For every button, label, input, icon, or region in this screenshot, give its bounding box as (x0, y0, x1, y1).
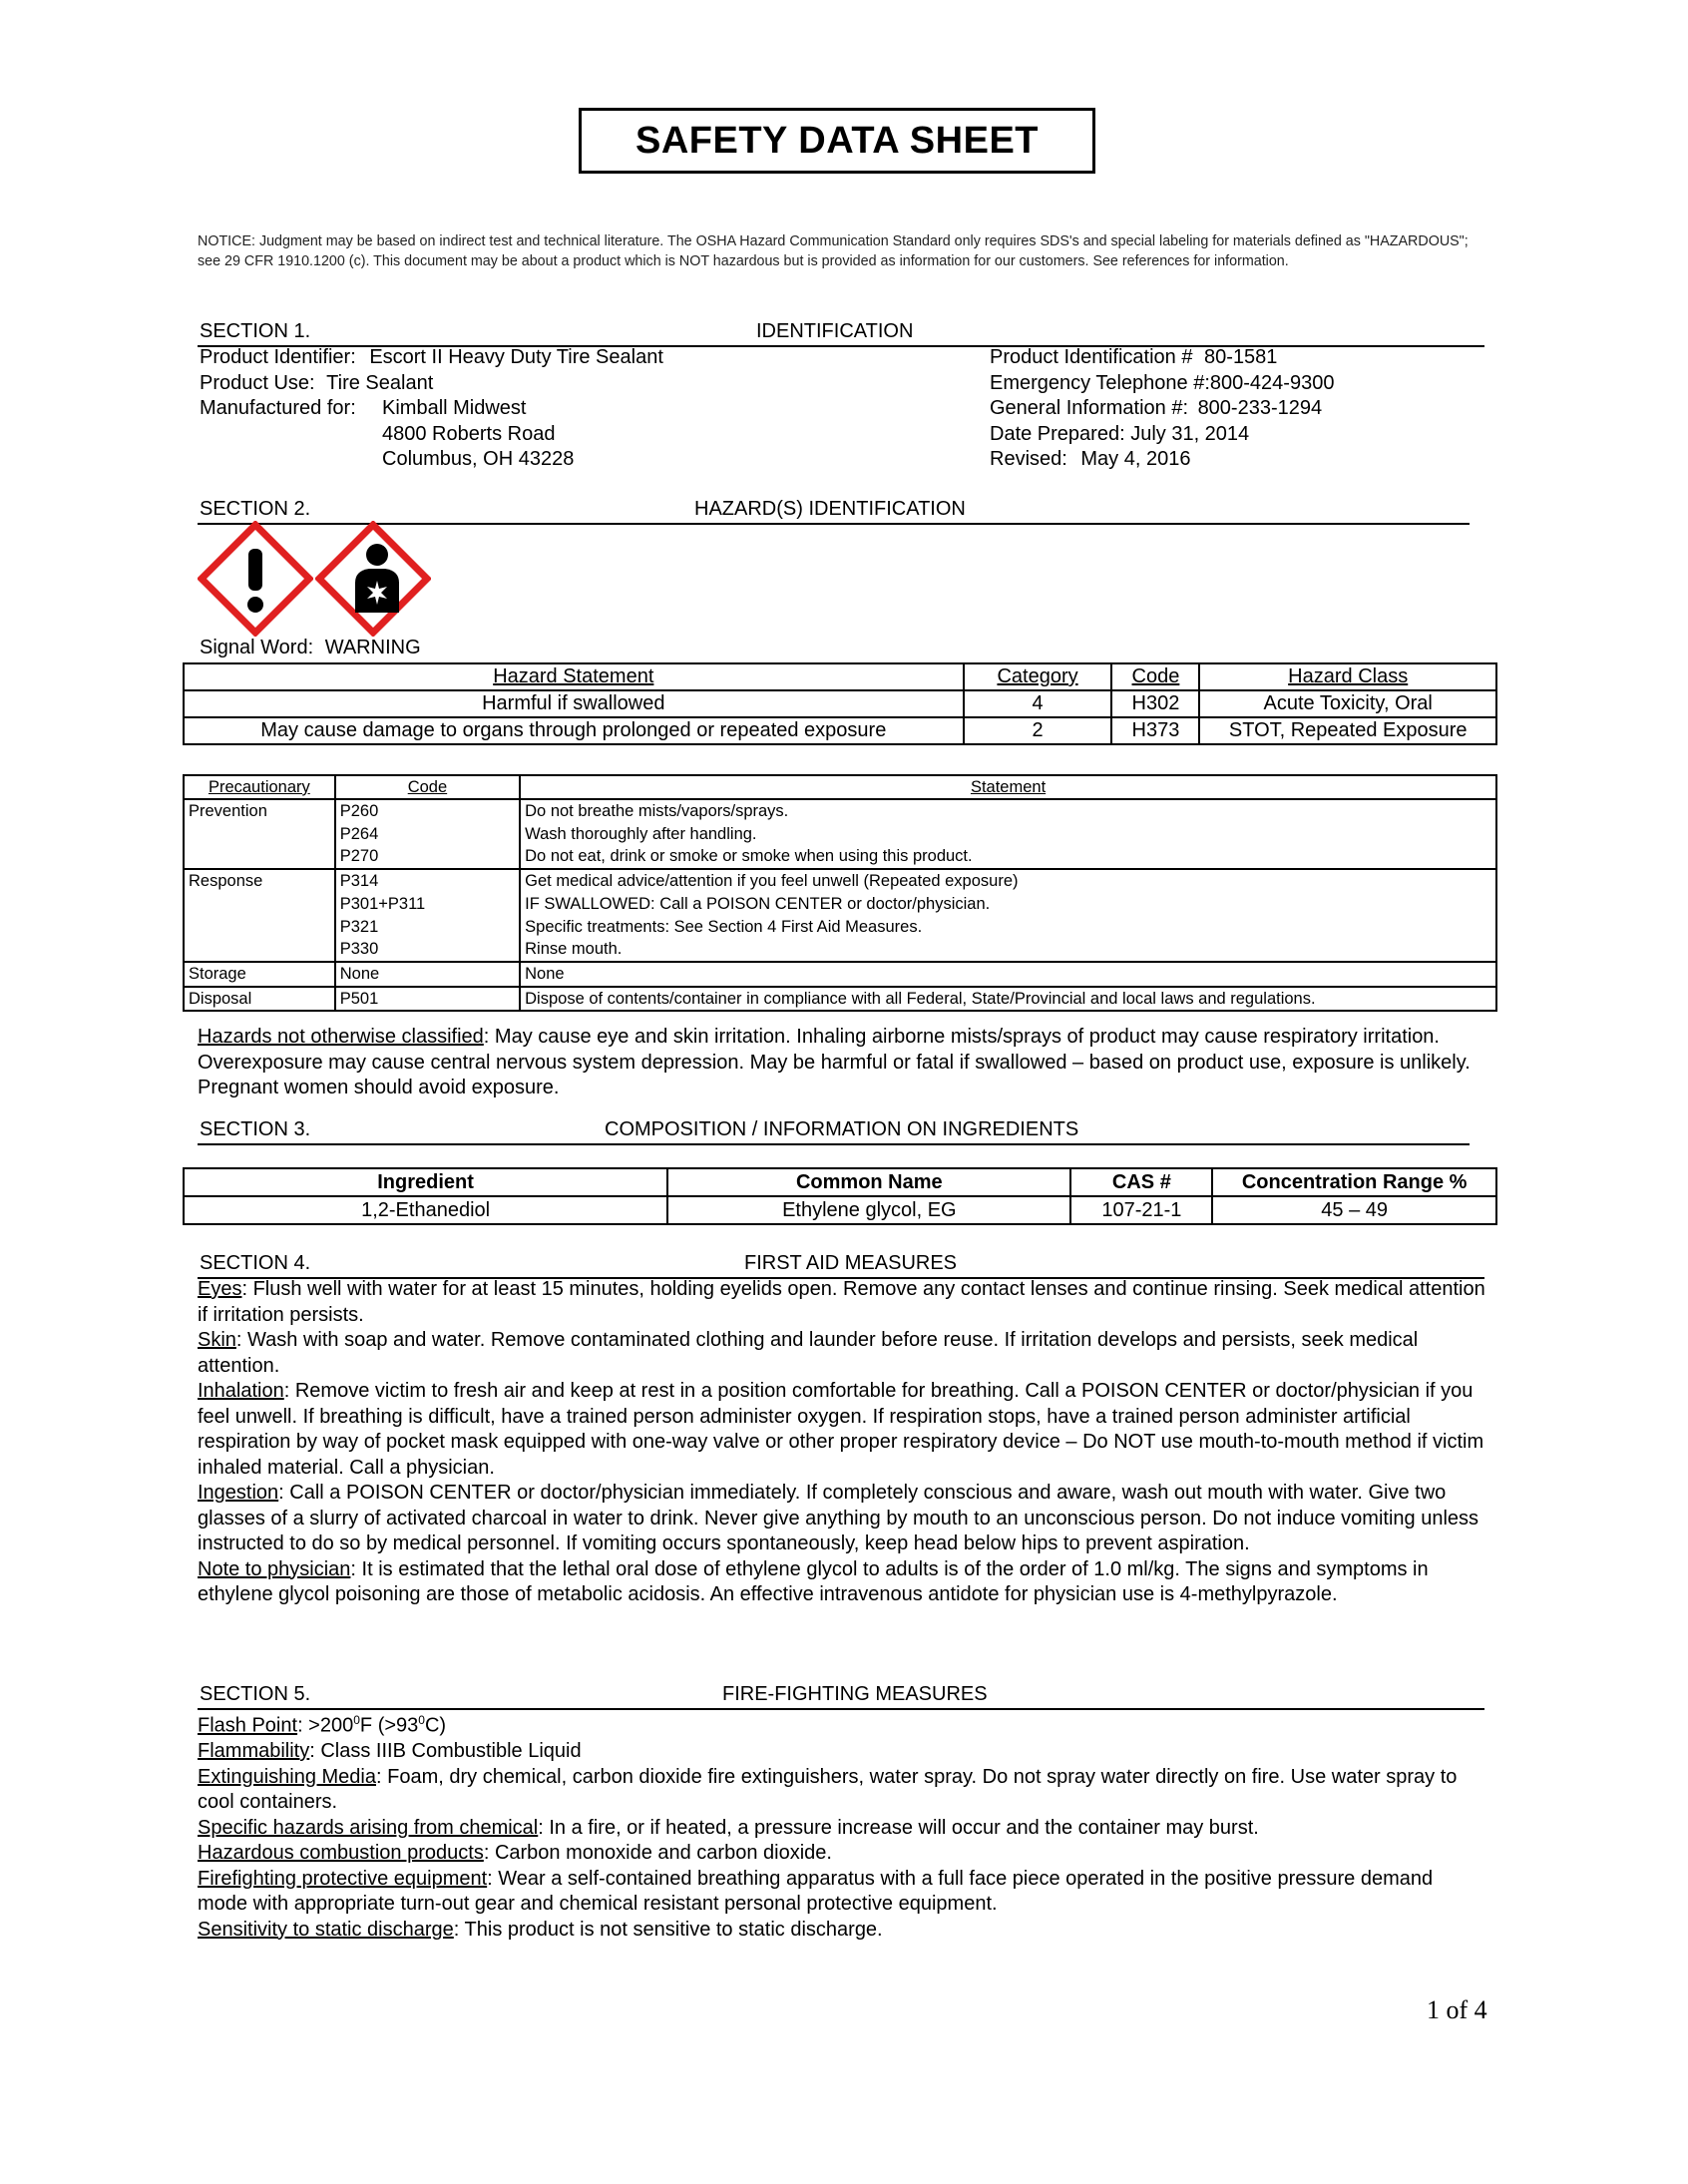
product-use-label: Product Use: (200, 371, 315, 394)
statement: None (525, 964, 565, 983)
product-id-label: Product Identification # (990, 346, 1193, 368)
item-label: Extinguishing Media (198, 1765, 376, 1788)
code: P301+P311 (339, 894, 426, 913)
item-label: Flash Point (198, 1714, 298, 1737)
item-text: : Remove victim to fresh air and keep at rest in a position comfortable for breathing. Call a POISON CENTER or doctor/physician if you feel unwell. If breathing is difficult, have a trained person administer oxygen. If respiration stops, have a trained person administer artificial respiration by way of pocket mask equipped with one-way valve or other proper respiratory device – Do NOT use mouth-to-mouth method if victim inhaled material. Call a physician. (198, 1380, 1484, 1479)
section3-number: SECTION 3. (200, 1118, 311, 1140)
table-row (184, 690, 1496, 717)
hazard-class: Acute Toxicity, Oral (1199, 690, 1496, 717)
hazard-statement: May cause damage to organs through prolonged or repeated exposure (184, 717, 964, 744)
header-concentration: Concentration Range % (1212, 1168, 1496, 1196)
company-name: Kimball Midwest (382, 397, 527, 419)
statement: Specific treatments: See Section 4 First Aid Measures. (525, 917, 923, 936)
hnoc-text: : May cause eye and skin irritation. Inhaling airborne mists/sprays of product may cause respiratory irritation. Overexposure may cause central nervous system depression. May be harmful or fatal if swallowed – based on product use, exposure is unlikely. Pregnant women should avoid exposure. (198, 1026, 1471, 1098)
statement: Wash thoroughly after handling. (525, 824, 757, 843)
static-discharge (198, 1918, 1486, 1944)
section5-number: SECTION 5. (200, 1683, 311, 1705)
code: P321 (339, 917, 379, 936)
header-category: Category (964, 663, 1112, 690)
item-label: Sensitivity to static discharge (198, 1918, 454, 1941)
fire-fighting-body (198, 1708, 1486, 1943)
revised-date: May 4, 2016 (1080, 448, 1191, 470)
product-use: Tire Sealant (326, 371, 434, 394)
signal-word-label: Signal Word: (200, 637, 314, 658)
specific-hazards (198, 1816, 1486, 1842)
item-label: Skin (198, 1329, 236, 1351)
section5-title: FIRE-FIGHTING MEASURES (722, 1683, 988, 1705)
revised-label: Revised: (990, 448, 1067, 470)
item-text: : It is estimated that the lethal oral dose of ethylene glycol to adults is of the order of 1.0 ml/kg. The signs and symptoms in ethylene glycol poisoning are those of metabolic acidosis. An effective intravenous antidote for physician use is 4-methylpyrazole. (198, 1557, 1429, 1605)
concentration: 45 – 49 (1212, 1196, 1496, 1224)
hazard-class: STOT, Repeated Exposure (1199, 717, 1496, 744)
code: P270 (339, 847, 379, 866)
product-id: 80-1581 (1204, 346, 1278, 368)
degree-mark: 0 (353, 1713, 360, 1727)
group-statements (520, 799, 1496, 869)
item-label: Eyes (198, 1278, 242, 1300)
header-hazard-statement: Hazard Statement (184, 663, 964, 690)
group-codes (335, 799, 520, 869)
flash-value: C) (424, 1714, 447, 1737)
first-aid-note (198, 1557, 1486, 1608)
flash-value: F (>93 (359, 1714, 419, 1737)
section1-right (990, 345, 1334, 473)
flash-point (198, 1708, 1486, 1739)
extinguishing-media (198, 1765, 1486, 1816)
signal-word-row (200, 636, 421, 661)
item-text: : Wash with soap and water. Remove contaminated clothing and launder before reuse. If irritation develops and persists, seek medical attention. (198, 1329, 1419, 1377)
item-text: : Carbon monoxide and carbon dioxide. (483, 1842, 832, 1865)
item-text: : Flush well with water for at least 15 minutes, holding eyelids open. Remove any contact lenses and continue rinsing. Seek medical attention if irritation persists. (198, 1278, 1485, 1326)
section4-title: FIRST AID MEASURES (744, 1252, 958, 1274)
section1-header (198, 317, 1484, 347)
group-statements (520, 869, 1496, 962)
manufactured-for-label: Manufactured for: (200, 397, 356, 419)
group-name: Prevention (184, 799, 335, 869)
statement: IF SWALLOWED: Call a POISON CENTER or doctor/physician. (525, 894, 991, 913)
signal-word: WARNING (324, 637, 421, 658)
common-name: Ethylene glycol, EG (667, 1196, 1070, 1224)
section3-header (198, 1115, 1470, 1145)
health-hazard-icon (315, 521, 431, 637)
address-line2: Columbus, OH 43228 (382, 448, 575, 470)
item-label: Hazardous combustion products (198, 1842, 484, 1865)
hazard-category: 2 (964, 717, 1112, 744)
header-code: Code (1111, 663, 1199, 690)
group-statements (520, 962, 1496, 987)
item-label: Firefighting protective equipment (198, 1867, 488, 1890)
table-row (184, 869, 1496, 962)
code: P314 (339, 872, 379, 891)
exclamation-mark-icon (198, 521, 313, 637)
item-text: : This product is not sensitive to static discharge. (453, 1918, 883, 1941)
hazard-table-header (184, 663, 1496, 690)
degree-mark: 0 (418, 1713, 425, 1727)
cas-number: 107-21-1 (1070, 1196, 1212, 1224)
code: None (339, 964, 380, 983)
section5-header (198, 1680, 1484, 1710)
code: P330 (339, 940, 379, 959)
item-text: : In a fire, or if heated, a pressure increase will occur and the container may burst. (538, 1816, 1259, 1839)
hazard-code: H302 (1111, 690, 1199, 717)
section2-number: SECTION 2. (200, 498, 311, 520)
statement: Get medical advice/attention if you feel unwell (Repeated exposure) (525, 872, 1019, 891)
general-info-label: General Information #: (990, 397, 1188, 419)
product-identifier-label: Product Identifier: (200, 346, 356, 368)
table-row (184, 1196, 1496, 1224)
notice-text: NOTICE: Judgment may be based on indirect test and technical literature. The OSHA Hazard Communication Standard only requires SDS's and special labeling for materials defined as "HAZARDOUS"; see 29 CFR 1910.1200 (c). This document may be about a product which is NOT hazardous but is provided as information for our customers. See references for information. (198, 233, 1469, 269)
section2-title: HAZARD(S) IDENTIFICATION (694, 498, 966, 520)
section1-number: SECTION 1. (200, 320, 311, 342)
first-aid-inhalation (198, 1379, 1486, 1481)
page-number: 1 of 4 (1427, 1995, 1487, 2024)
flammability (198, 1739, 1486, 1765)
section3-title: COMPOSITION / INFORMATION ON INGREDIENTS (605, 1118, 1079, 1140)
header-precautionary: Precautionary (184, 775, 335, 799)
combustion-products (198, 1841, 1486, 1867)
section1-title: IDENTIFICATION (756, 320, 914, 342)
header-code: Code (335, 775, 520, 799)
table-row (184, 799, 1496, 869)
section4-number: SECTION 4. (200, 1252, 311, 1274)
section1-left (200, 345, 663, 473)
statement: Dispose of contents/container in compliance with all Federal, State/Provincial and local laws and regulations. (525, 989, 1316, 1008)
hazard-category: 4 (964, 690, 1112, 717)
item-label: Inhalation (198, 1380, 284, 1402)
item-text: : Call a POISON CENTER or doctor/physician immediately. If completely conscious and aware, wash out mouth with water. Give two glasses of a slurry of activated charcoal in water to drink. Never give anything by mouth to an unconscious person. Do not induce vomiting unless instructed to do so by medical personnel. If vomiting occurs spontaneously, keep head below hips to prevent aspiration. (198, 1482, 1479, 1554)
group-statements (520, 987, 1496, 1012)
first-aid-body (198, 1277, 1486, 1608)
first-aid-eyes (198, 1277, 1486, 1328)
table-row (184, 717, 1496, 744)
hazard-code: H373 (1111, 717, 1199, 744)
hnoc-label: Hazards not otherwise classified (198, 1026, 484, 1048)
statement: Do not breathe mists/vapors/sprays. (525, 802, 789, 820)
header-common-name: Common Name (667, 1168, 1070, 1196)
statement: Rinse mouth. (525, 940, 623, 959)
group-codes (335, 987, 520, 1012)
group-codes (335, 962, 520, 987)
precautionary-table (183, 774, 1497, 1012)
item-label: Flammability (198, 1740, 310, 1763)
general-info-phone: 800-233-1294 (1197, 397, 1323, 419)
group-name: Storage (184, 962, 335, 987)
composition-table (183, 1167, 1497, 1225)
table-row (184, 962, 1496, 987)
composition-table-header (184, 1168, 1496, 1196)
ingredient: 1,2-Ethanediol (184, 1196, 667, 1224)
table-row (184, 987, 1496, 1012)
group-name: Response (184, 869, 335, 962)
first-aid-ingestion (198, 1481, 1486, 1557)
first-aid-skin (198, 1328, 1486, 1379)
item-label: Specific hazards arising from chemical (198, 1816, 539, 1839)
hazard-statement: Harmful if swallowed (184, 690, 964, 717)
code: P501 (339, 989, 379, 1008)
item-label: Ingestion (198, 1482, 279, 1504)
header-ingredient: Ingredient (184, 1168, 667, 1196)
emergency-label: Emergency Telephone #: (990, 371, 1210, 394)
statement: Do not eat, drink or smoke or smoke when using this product. (525, 847, 973, 866)
address-line1: 4800 Roberts Road (382, 422, 556, 445)
item-text: : Class IIIB Combustible Liquid (309, 1740, 582, 1763)
header-statement: Statement (520, 775, 1496, 799)
code: P260 (339, 802, 379, 820)
emergency-phone: 800-424-9300 (1209, 371, 1335, 394)
item-label: Note to physician (198, 1557, 351, 1580)
section4-header (198, 1249, 1484, 1279)
hazard-table (183, 662, 1497, 745)
item-text: : Foam, dry chemical, carbon dioxide fire extinguishers, water spray. Do not spray water directly on fire. Use water spray to cool containers. (198, 1765, 1458, 1814)
header-cas: CAS # (1070, 1168, 1212, 1196)
protective-equipment (198, 1867, 1486, 1918)
precautionary-table-header (184, 775, 1496, 799)
document-title: SAFETY DATA SHEET (579, 108, 1095, 174)
product-identifier: Escort II Heavy Duty Tire Sealant (369, 346, 663, 368)
hnoc-paragraph (198, 1025, 1484, 1101)
date-prepared-label: Date Prepared: (990, 422, 1125, 445)
date-prepared: July 31, 2014 (1130, 422, 1250, 445)
code: P264 (339, 824, 379, 843)
header-hazard-class: Hazard Class (1199, 663, 1496, 690)
group-name: Disposal (184, 987, 335, 1012)
flash-value: : >200 (297, 1714, 354, 1737)
group-codes (335, 869, 520, 962)
item-text: : Wear a self-contained breathing apparatus with a full face piece operated in the positive pressure demand mode with appropriate turn-out gear and chemical resistant personal protective equipment. (198, 1867, 1434, 1916)
